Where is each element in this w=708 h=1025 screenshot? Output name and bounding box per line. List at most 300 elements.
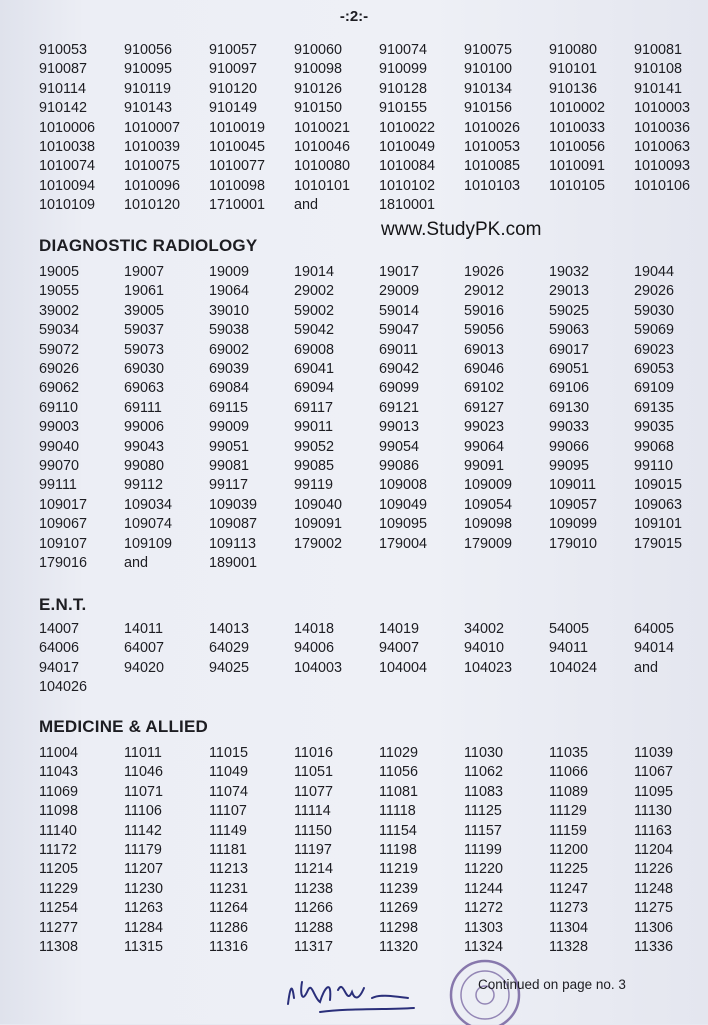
roll-number: 109049	[379, 496, 428, 513]
roll-number: 19044	[634, 264, 675, 280]
roll-number: 109091	[294, 516, 343, 533]
roll-number: 99023	[464, 419, 505, 436]
roll-number: 910101	[549, 61, 598, 78]
roll-number: 69094	[294, 380, 335, 397]
roll-number: 910056	[124, 42, 173, 58]
roll-number: 19017	[379, 264, 420, 280]
roll-number: 99051	[209, 438, 250, 455]
roll-number: 69002	[209, 341, 250, 358]
section-ent-grid	[39, 620, 708, 698]
roll-number: 1010049	[379, 139, 436, 156]
roll-number: 69109	[634, 380, 675, 397]
section-diagnostic-radiology-grid	[39, 263, 708, 574]
roll-number: 1010094	[39, 177, 96, 194]
roll-number: 104003	[294, 659, 343, 676]
roll-number: 19005	[39, 264, 80, 280]
roll-number: 910119	[124, 80, 171, 97]
roll-number: 99066	[549, 438, 590, 455]
roll-number: 19007	[124, 264, 165, 280]
roll-number: 1010006	[39, 119, 96, 136]
roll-number: 11266	[294, 900, 333, 917]
roll-number: 99003	[39, 419, 80, 436]
roll-number: 39005	[124, 302, 165, 319]
roll-number: 11277	[39, 919, 78, 936]
roll-number: 1010101	[294, 177, 351, 194]
roll-number: 910149	[209, 100, 258, 117]
roll-number: 11244	[464, 880, 503, 897]
roll-number: 69117	[294, 399, 333, 416]
roll-number: 59025	[549, 302, 590, 319]
roll-number: 11207	[124, 861, 163, 878]
roll-number: 69017	[549, 341, 590, 358]
roll-number: 11336	[634, 939, 673, 956]
roll-number: 59069	[634, 322, 675, 339]
roll-number: 19014	[294, 264, 335, 280]
roll-number: 1010102	[379, 177, 436, 194]
roll-number: 99043	[124, 438, 165, 455]
roll-number: 11035	[549, 745, 588, 761]
roll-number: 59034	[39, 322, 80, 339]
roll-number: 1010003	[634, 100, 691, 117]
roll-number: 910097	[209, 61, 258, 78]
roll-number: 59038	[209, 322, 250, 339]
roll-number: 29009	[379, 283, 420, 300]
roll-number: 64005	[634, 621, 675, 637]
roll-number: 1010120	[124, 197, 181, 214]
roll-number: 11317	[294, 939, 333, 956]
roll-number: 11288	[294, 919, 333, 936]
roll-number: 11114	[294, 803, 331, 820]
roll-number: 109063	[634, 496, 683, 513]
roll-number: 1010026	[464, 119, 521, 136]
roll-number: 1810001	[379, 197, 436, 214]
roll-number: 11179	[124, 842, 162, 859]
continued-note: Continued on page no. 3	[478, 977, 626, 992]
roll-number: 1010063	[634, 139, 691, 156]
roll-number: 11308	[39, 939, 78, 956]
roll-number: 179009	[464, 535, 513, 552]
roll-number: 11154	[379, 822, 417, 839]
roll-number: 64029	[209, 640, 250, 657]
roll-number: 59073	[124, 341, 165, 358]
roll-number: 109034	[124, 496, 173, 513]
roll-number: 11030	[464, 745, 503, 761]
roll-number: 1010091	[549, 158, 606, 175]
roll-number: 19009	[209, 264, 250, 280]
roll-number: 59014	[379, 302, 420, 319]
roll-number: 11284	[124, 919, 163, 936]
roll-number: 11204	[634, 842, 673, 859]
roll-number: 59002	[294, 302, 335, 319]
roll-number: 11163	[634, 822, 672, 839]
roll-number: 11230	[124, 880, 163, 897]
roll-number: 29013	[549, 283, 590, 300]
roll-number: 69008	[294, 341, 335, 358]
roll-number: 11129	[549, 803, 587, 820]
roll-number: 1010096	[124, 177, 181, 194]
roll-number: 109109	[124, 535, 173, 552]
roll-number: 910114	[39, 80, 86, 97]
roll-number: 11316	[209, 939, 248, 956]
roll-number: 11172	[39, 842, 77, 859]
roll-number: 109008	[379, 477, 428, 494]
roll-number: 99064	[464, 438, 505, 455]
roll-number: 11328	[549, 939, 588, 956]
roll-number: 11056	[379, 764, 418, 781]
roll-number: 109113	[209, 535, 256, 552]
roll-number: 910100	[464, 61, 513, 78]
roll-number: 69062	[39, 380, 80, 397]
roll-number: 11198	[379, 842, 417, 859]
roll-number: 1010098	[209, 177, 266, 194]
roll-number: 910098	[294, 61, 343, 78]
roll-number: 11077	[294, 783, 333, 800]
roll-number: 1010085	[464, 158, 521, 175]
roll-number: 39002	[39, 302, 80, 319]
roll-number: 910057	[209, 42, 258, 58]
roll-number: 99091	[464, 458, 505, 475]
roll-number: 1010039	[124, 139, 181, 156]
roll-number: 59047	[379, 322, 420, 339]
roll-number: 59016	[464, 302, 505, 319]
roll-number: 1010046	[294, 139, 351, 156]
roll-number: 109107	[39, 535, 88, 552]
roll-number: 910128	[379, 80, 428, 97]
roll-number: 1010019	[209, 119, 266, 136]
roll-number: 1010007	[124, 119, 181, 136]
roll-number: 104026	[39, 679, 88, 696]
roll-number: 11069	[39, 783, 78, 800]
roll-number: 29026	[634, 283, 675, 300]
roll-number: 109099	[549, 516, 598, 533]
roll-number: and	[294, 197, 319, 214]
roll-number: 69053	[634, 361, 675, 378]
roll-number: 1010074	[39, 158, 96, 175]
roll-number: 11304	[549, 919, 588, 936]
roll-number: 11016	[294, 745, 333, 761]
roll-number: 11181	[209, 842, 247, 859]
roll-number: 1010045	[209, 139, 266, 156]
roll-number: 910074	[379, 42, 428, 58]
roll-number: 94020	[124, 659, 165, 676]
roll-number: 69084	[209, 380, 250, 397]
roll-number: 104004	[379, 659, 428, 676]
roll-number: 189001	[209, 555, 258, 572]
roll-number: 99011	[294, 419, 333, 436]
roll-number: 910075	[464, 42, 513, 58]
roll-number: 11263	[124, 900, 163, 917]
roll-number: 69130	[549, 399, 590, 416]
roll-number: 910081	[634, 42, 683, 58]
roll-number: 11229	[39, 880, 78, 897]
roll-number: 69121	[379, 399, 420, 416]
roll-number: 11067	[634, 764, 673, 781]
roll-number: 1710001	[209, 197, 266, 214]
roll-number: 11142	[124, 822, 162, 839]
roll-number: 109087	[209, 516, 258, 533]
roll-number: 69013	[464, 341, 505, 358]
roll-number: 109067	[39, 516, 88, 533]
roll-number: 1010077	[209, 158, 266, 175]
roll-number: 11029	[379, 745, 418, 761]
roll-number: 69041	[294, 361, 335, 378]
roll-number: 1010093	[634, 158, 691, 175]
roll-number: 69011	[379, 341, 418, 358]
roll-number: 1010056	[549, 139, 606, 156]
roll-number: 109039	[209, 496, 258, 513]
roll-number: 99111	[39, 477, 77, 494]
roll-number: 94017	[39, 659, 80, 676]
roll-number: 11150	[294, 822, 332, 839]
roll-number: 99070	[39, 458, 80, 475]
roll-number: 1010075	[124, 158, 181, 175]
roll-number: 69039	[209, 361, 250, 378]
roll-number: 99112	[124, 477, 163, 494]
roll-number: 94011	[549, 640, 588, 657]
roll-number: 11089	[549, 783, 588, 800]
roll-number: 11225	[549, 861, 588, 878]
roll-number: 109098	[464, 516, 513, 533]
roll-number: 69127	[464, 399, 505, 416]
roll-number: 1010038	[39, 139, 96, 156]
roll-number: 1010109	[39, 197, 96, 214]
roll-number: 11051	[294, 764, 333, 781]
roll-number: 11219	[379, 861, 418, 878]
roll-number: 104024	[549, 659, 598, 676]
roll-number: 910108	[634, 61, 683, 78]
page-number: -:2:-	[339, 8, 369, 25]
roll-number: 11254	[39, 900, 78, 917]
roll-number: 11197	[294, 842, 332, 859]
roll-number: 11286	[209, 919, 248, 936]
roll-number: 11315	[124, 939, 163, 956]
roll-number: 109017	[39, 496, 88, 513]
roll-number: 11239	[379, 880, 418, 897]
roll-number: 59030	[634, 302, 675, 319]
roll-number: 14018	[294, 621, 335, 637]
roll-number: 69111	[124, 399, 162, 416]
roll-number: 1010106	[634, 177, 691, 194]
roll-number: 99081	[209, 458, 250, 475]
roll-number: 1010033	[549, 119, 606, 136]
roll-number: 11275	[634, 900, 673, 917]
roll-number: 69106	[549, 380, 590, 397]
roll-number: 59072	[39, 341, 80, 358]
roll-number: 11200	[549, 842, 588, 859]
roll-number: 910099	[379, 61, 428, 78]
roll-number: 179002	[294, 535, 343, 552]
roll-number: 99085	[294, 458, 335, 475]
signature-mark	[280, 968, 420, 1018]
roll-number: 179004	[379, 535, 428, 552]
roll-number: 39010	[209, 302, 250, 319]
roll-number: and	[124, 555, 149, 572]
roll-number: 29012	[464, 283, 505, 300]
roll-number: 99006	[124, 419, 165, 436]
section-medicine-allied-grid	[39, 744, 708, 957]
roll-number: 94025	[209, 659, 250, 676]
roll-number: 69135	[634, 399, 675, 416]
roll-number: 11247	[549, 880, 588, 897]
roll-number: 11043	[39, 764, 78, 781]
roll-number: 99095	[549, 458, 590, 475]
roll-number: 109015	[634, 477, 683, 494]
roll-number: 64007	[124, 640, 165, 657]
roll-number: 11125	[464, 803, 502, 820]
roll-number: 11324	[464, 939, 503, 956]
heading-diagnostic-radiology: DIAGNOSTIC RADIOLOGY	[39, 236, 258, 255]
roll-number: 179010	[549, 535, 598, 552]
roll-number: 69030	[124, 361, 165, 378]
roll-number: 11320	[379, 939, 418, 956]
roll-number: 69046	[464, 361, 505, 378]
roll-number: 179015	[634, 535, 683, 552]
roll-number: 99068	[634, 438, 675, 455]
roll-number: 11159	[549, 822, 587, 839]
roll-number: 34002	[464, 621, 505, 637]
roll-number: 64006	[39, 640, 80, 657]
roll-number: 910136	[549, 80, 598, 97]
roll-number: 69063	[124, 380, 165, 397]
roll-number: 11046	[124, 764, 163, 781]
roll-number: 11011	[124, 745, 162, 761]
roll-number: 11306	[634, 919, 673, 936]
roll-number: 11264	[209, 900, 248, 917]
roll-number: and	[634, 659, 659, 676]
roll-number: 910060	[294, 42, 343, 58]
roll-number: 109095	[379, 516, 428, 533]
roll-number: 99080	[124, 458, 165, 475]
heading-ent: E.N.T.	[39, 595, 87, 614]
roll-number: 14007	[39, 621, 80, 637]
roll-number: 11039	[634, 745, 673, 761]
roll-number: 109009	[464, 477, 513, 494]
roll-number: 910095	[124, 61, 173, 78]
roll-number: 59063	[549, 322, 590, 339]
roll-number: 910150	[294, 100, 343, 117]
roll-number: 11226	[634, 861, 673, 878]
website-watermark: www.StudyPK.com	[381, 219, 542, 240]
roll-number: 11074	[209, 783, 248, 800]
roll-number: 69042	[379, 361, 420, 378]
roll-number: 99033	[549, 419, 590, 436]
roll-number: 11081	[379, 783, 418, 800]
roll-number: 1010105	[549, 177, 606, 194]
roll-number: 94014	[634, 640, 675, 657]
roll-number: 11049	[209, 764, 248, 781]
roll-number: 1010002	[549, 100, 606, 117]
roll-number: 11213	[209, 861, 248, 878]
roll-number: 910053	[39, 42, 88, 58]
roll-number: 19061	[124, 283, 165, 300]
roll-number: 11157	[464, 822, 502, 839]
roll-number: 11106	[124, 803, 162, 820]
roll-number: 11238	[294, 880, 333, 897]
roll-number: 99110	[634, 458, 673, 475]
roll-number: 54005	[549, 621, 590, 637]
roll-number: 99013	[379, 419, 420, 436]
roll-number: 11015	[209, 745, 248, 761]
roll-number: 59037	[124, 322, 165, 339]
roll-number: 19064	[209, 283, 250, 300]
roll-number: 910141	[634, 80, 683, 97]
roll-number: 69026	[39, 361, 80, 378]
roll-number: 99040	[39, 438, 80, 455]
roll-number: 94006	[294, 640, 335, 657]
roll-number: 69102	[464, 380, 505, 397]
roll-number: 14011	[124, 621, 163, 637]
roll-number: 11199	[464, 842, 502, 859]
roll-number: 14019	[379, 621, 420, 637]
section-0-grid	[39, 41, 708, 216]
roll-number: 94007	[379, 640, 420, 657]
roll-number: 69051	[549, 361, 590, 378]
roll-number: 910155	[379, 100, 428, 117]
roll-number: 910134	[464, 80, 513, 97]
roll-number: 99119	[294, 477, 333, 494]
roll-number: 11220	[464, 861, 503, 878]
roll-number: 11272	[464, 900, 503, 917]
roll-number: 11248	[634, 880, 673, 897]
roll-number: 109057	[549, 496, 598, 513]
roll-number: 69110	[39, 399, 78, 416]
roll-number: 11107	[209, 803, 247, 820]
roll-number: 99009	[209, 419, 250, 436]
roll-number: 99035	[634, 419, 675, 436]
roll-number: 69099	[379, 380, 420, 397]
roll-number: 99117	[209, 477, 248, 494]
roll-number: 910120	[209, 80, 258, 97]
roll-number: 11149	[209, 822, 247, 839]
roll-number: 109040	[294, 496, 343, 513]
roll-number: 99052	[294, 438, 335, 455]
roll-number: 1010080	[294, 158, 351, 175]
roll-number: 109074	[124, 516, 173, 533]
roll-number: 109101	[634, 516, 683, 533]
roll-number: 19055	[39, 283, 80, 300]
roll-number: 59042	[294, 322, 335, 339]
roll-number: 11004	[39, 745, 78, 761]
roll-number: 910142	[39, 100, 88, 117]
roll-number: 11214	[294, 861, 333, 878]
heading-medicine-allied: MEDICINE & ALLIED	[39, 717, 208, 736]
roll-number: 109054	[464, 496, 513, 513]
roll-number: 19026	[464, 264, 505, 280]
roll-number: 1010053	[464, 139, 521, 156]
roll-number: 19032	[549, 264, 590, 280]
roll-number: 69023	[634, 341, 675, 358]
roll-number: 11062	[464, 764, 503, 781]
roll-number: 11118	[379, 803, 416, 820]
roll-number: 910143	[124, 100, 173, 117]
roll-number: 1010021	[294, 119, 351, 136]
roll-number: 179016	[39, 555, 88, 572]
roll-number: 11098	[39, 803, 78, 820]
roll-number: 11066	[549, 764, 588, 781]
roll-number: 11095	[634, 783, 673, 800]
roll-number: 910087	[39, 61, 88, 78]
roll-number: 104023	[464, 659, 513, 676]
roll-number: 1010084	[379, 158, 436, 175]
roll-number: 11231	[209, 880, 248, 897]
roll-number: 69115	[209, 399, 248, 416]
roll-number: 11269	[379, 900, 418, 917]
roll-number: 11303	[464, 919, 503, 936]
roll-number: 11130	[634, 803, 672, 820]
roll-number: 29002	[294, 283, 335, 300]
roll-number: 910156	[464, 100, 513, 117]
roll-number: 59056	[464, 322, 505, 339]
